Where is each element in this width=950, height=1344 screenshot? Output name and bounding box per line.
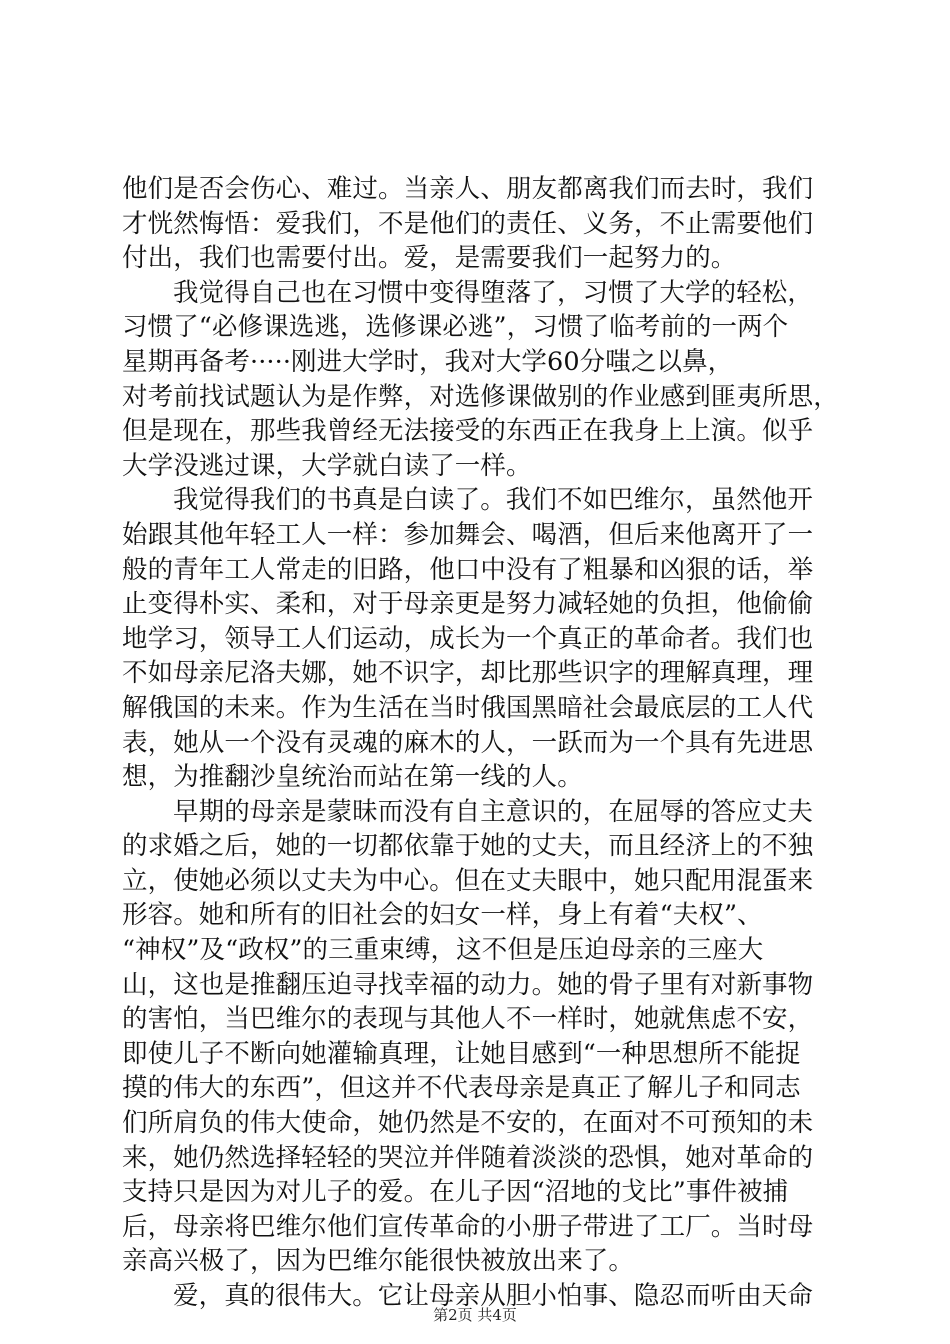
- paragraph-start-line: 我觉得我们的书真是白读了。我们不如巴维尔，虽然他开: [173, 485, 814, 516]
- text-line: 的害怕，当巴维尔的表现与其他人不一样时，她就焦虑不安，: [122, 1004, 814, 1035]
- text-line: 即使儿子不断向她灌输真理，让她目感到“一种思想所不能捉: [122, 1038, 801, 1069]
- text-line: 习惯了“必修课选逃，选修课必逃”，习惯了临考前的一两个: [122, 312, 789, 343]
- text-line: 大学没逃过课，大学就白读了一样。: [122, 450, 532, 481]
- text-line: 星期再备考·····刚进大学时，我对大学60分嗤之以鼻，: [122, 346, 734, 377]
- body-text: [122, 172, 839, 1314]
- paragraph-start-line: 我觉得自己也在习惯中变得堕落了，习惯了大学的轻松，: [173, 277, 814, 308]
- text-line: 们所肩负的伟大使命，她仍然是不安的，在面对不可预知的未: [122, 1108, 814, 1139]
- text-line: 不如母亲尼洛夫娜，她不识字，却比那些识字的理解真理，理: [122, 658, 814, 689]
- text-line: 般的青年工人常走的旧路，他口中没有了粗暴和凶狠的话，举: [122, 554, 814, 585]
- text-line: 山，这也是推翻压迫寻找幸福的动力。她的骨子里有对新事物: [122, 969, 814, 1000]
- text-line: 来，她仍然选择轻轻的哭泣并伴随着淡淡的恐惧，她对革命的: [122, 1142, 814, 1173]
- text-line: 形容。她和所有的旧社会的妇女一样，身上有着“夫权”、: [122, 900, 763, 931]
- text-line: 对考前找试题认为是作弊，对选修课做别的作业感到匪夷所思，: [122, 381, 839, 412]
- text-line: 但是现在，那些我曾经无法接受的东西正在我身上上演。似乎: [122, 416, 814, 447]
- text-line: 支持只是因为对儿子的爱。在儿子因“沼地的戈比”事件被捕: [122, 1177, 789, 1208]
- text-line: 付出，我们也需要付出。爱，是需要我们一起努力的。: [122, 243, 737, 274]
- page-number-footer: 第2页 共4页: [433, 1306, 517, 1324]
- text-line: 止变得朴实、柔和，对于母亲更是努力减轻她的负担，他偷偷: [122, 589, 814, 620]
- text-line: 后，母亲将巴维尔他们宣传革命的小册子带进了工厂。当时母: [122, 1211, 814, 1242]
- text-line: 表，她从一个没有灵魂的麻木的人，一跃而为一个具有先进思: [122, 727, 814, 758]
- text-line: 他们是否会伤心、难过。当亲人、朋友都离我们而去时，我们: [122, 174, 814, 204]
- text-line: 想，为推翻沙皇统治而站在第一线的人。: [122, 762, 583, 793]
- text-line: 始跟其他年轻工人一样：参加舞会、喝酒，但后来他离开了一: [122, 519, 814, 550]
- text-line: 亲高兴极了，因为巴维尔能很快被放出来了。: [122, 1246, 635, 1277]
- paragraph-start-line: 早期的母亲是蒙昧而没有自主意识的，在屈辱的答应丈夫: [173, 796, 814, 827]
- text-line: “神权”及“政权”的三重束缚，这不但是压迫母亲的三座大: [122, 935, 764, 966]
- text-line: 地学习，领导工人们运动，成长为一个真正的革命者。我们也: [122, 623, 814, 654]
- text-line: 的求婚之后，她的一切都依靠于她的丈夫，而且经济上的不独: [122, 831, 814, 862]
- text-line: 摸的伟大的东西”，但这并不代表母亲是真正了解儿子和同志: [122, 1073, 801, 1104]
- text-line: 才恍然悔悟：爱我们，不是他们的责任、义务，不止需要他们: [122, 208, 814, 239]
- text-line: 解俄国的未来。作为生活在当时俄国黑暗社会最底层的工人代: [122, 692, 814, 723]
- paragraph-start-line: 爱，真的很伟大。它让母亲从胆小怕事、隐忍而听由天命: [173, 1281, 814, 1311]
- text-line: 立，使她必须以丈夫为中心。但在丈夫眼中，她只配用混蛋来: [122, 865, 814, 896]
